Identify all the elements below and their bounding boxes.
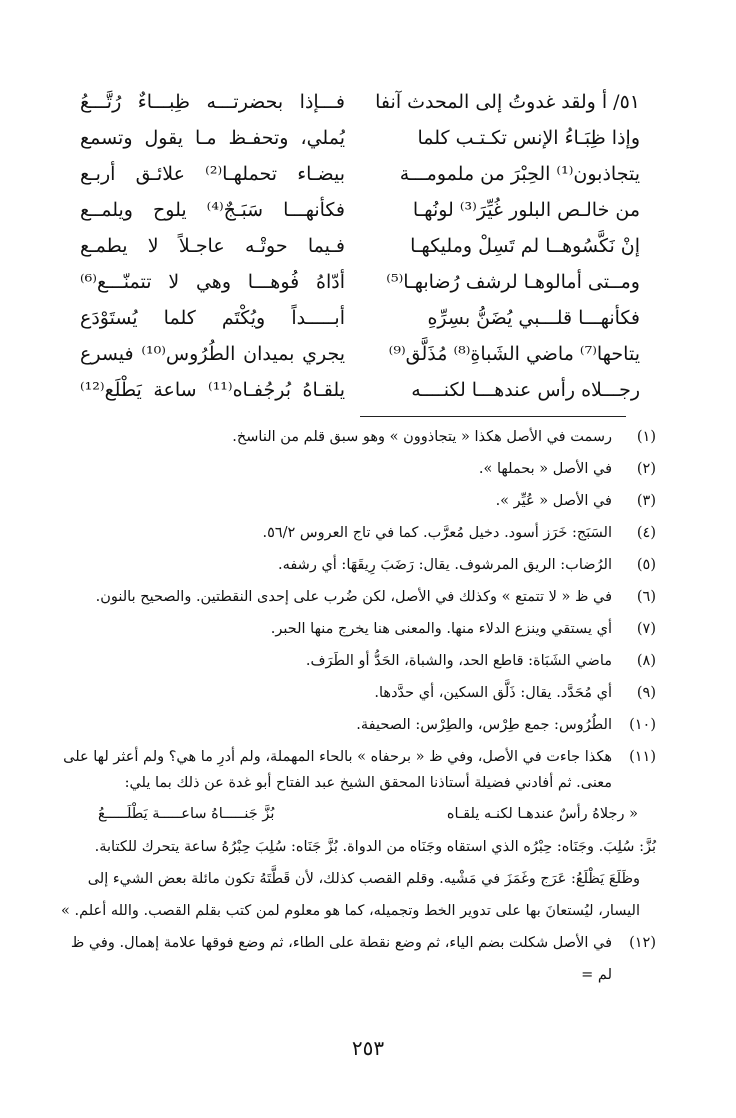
verse-9 [80, 372, 640, 408]
footnote-number: (٧) [636, 621, 656, 637]
quoted-verse-first: « رجلاهُ رأسٌ عندهـا لكنـه يلقـاه [446, 806, 638, 822]
footnote-text: الرُضاب: الريق المرشوف. يقال: رَضَبَ رِيقَهَا: أي رشفه. [277, 557, 612, 573]
footnote-text: رسمت في الأصل هكذا « يتجاذوون » وهو سبق قلم من الناسخ. [232, 429, 612, 445]
verse-first-hemistich: إنْ نَكَّسُوهــا لم تَسِلْ ومليكهـا [410, 235, 640, 257]
footnotes [60, 421, 656, 991]
footnote-number: (٥) [636, 557, 656, 573]
verse-first-hemistich: يتاحها⁽⁷⁾ ماضي الشَباةِ⁽⁸⁾ مُذَلَّق⁽⁹⁾ [388, 343, 640, 365]
continuation-mark: = [581, 967, 594, 983]
verse-5 [80, 228, 640, 264]
footnote [60, 927, 656, 991]
footnote-number: (٢) [636, 461, 656, 477]
footnote [60, 485, 656, 517]
footnote [60, 421, 656, 453]
footnote-number: (١١) [629, 749, 656, 765]
verse-second-hemistich: أدّاهُ فُوهـــا وهي لا تتمنّـــع⁽⁶⁾ [80, 271, 345, 293]
footnote-number: (٨) [636, 653, 656, 669]
footnote-text: ماضي الشَبَاة: قاطع الحد، والشباة، الحَدُّ أو الطَرَف. [305, 653, 612, 669]
footnote [60, 549, 656, 581]
verse-8 [80, 336, 640, 372]
verse-6 [80, 264, 640, 300]
footnote-number: (١٢) [629, 935, 656, 951]
verse-first-hemistich: وإذا ظِبَـاءُ الإنس تكـتـب كلما [417, 127, 640, 149]
verse-second-hemistich: بيضـاء تحملهـا⁽²⁾ علائـق أربـع [80, 163, 345, 185]
verse-second-hemistich: يُملي، وتحفـظ مـا يقول وتسمع [80, 127, 345, 149]
footnote [60, 613, 656, 645]
verse-4 [80, 192, 640, 228]
footnote-text: في الأصل « عُيِّر ». [495, 493, 612, 509]
footnote-text: الطُرُوس: جمع طِرْس، والطِرْس: الصحيفة. [356, 717, 612, 733]
quoted-verse-second: بُزَّ جَنـــــاهُ ساعـــــة يَطْلَـــــعُ [98, 806, 275, 822]
verse-second-hemistich: فـــإذا بحضرتـــه ظِبـــاءٌ رُتَّـــعُ [80, 91, 345, 113]
footnote-paragraph: بُزَّ: سُلِبَ. وجَنَاه: حِبْرُه الذي استقاه وجَنَاه من الدواة. بُزَّ جَنَاه: سُلِبَ حِبْرُهُ ساعة يتحرك للكتابة. [94, 839, 656, 855]
verse-7 [80, 300, 640, 336]
footnote-number: (٦) [636, 589, 656, 605]
verse-second-hemistich: يجري بميدان الطُرُوس⁽¹⁰⁾ فيسرع [80, 343, 345, 365]
poem [80, 84, 640, 408]
footnote [60, 453, 656, 485]
footnote-number: (٤) [636, 525, 656, 541]
footnote-text: في الأصل شكلت بضم الياء، ثم وضع نقطة على الطاء، ثم وضع فوقها علامة إهمال. وفي ظ لم [70, 935, 612, 983]
footnote-text: أي يستقي وينزع الدلاء منها. والمعنى هنا يخرج منها الحبر. [270, 621, 612, 637]
footnote-number: (١٠) [629, 717, 656, 733]
footnote-text: في الأصل « بحملها ». [478, 461, 612, 477]
verse-2 [80, 120, 640, 156]
verse-second-hemistich: يلقـاهُ بُرجُفـاه⁽¹¹⁾ ساعة يَطْلَع⁽¹²⁾ [80, 379, 345, 401]
footnote-text: أي مُحَدَّد. يقال: ذَلَّق السكين، أي حدَّدها. [374, 685, 612, 701]
footnote-number: (٩) [636, 685, 656, 701]
footnote-text: في ظ « لا تتمتع » وكذلك في الأصل، لكن ضُرب على إحدى النقطتين. والصحيح بالنون. [95, 589, 612, 605]
footnote [60, 645, 656, 677]
verse-first-hemistich: من خالـص البلور غُيِّرَ⁽³⁾ لونُهـا [412, 199, 640, 221]
footnote-text: السَبَج: خَرَز أسود. دخيل مُعرَّب. كما في تاج العروس ٥٦/٢. [262, 525, 612, 541]
verse-second-hemistich: فكأنهـــا سَبَـجٌ⁽⁴⁾ يلوح ويلمــع [80, 199, 345, 221]
verse-first-hemistich: ومــتى أمالوهـا لرشف رُضابهـا⁽⁵⁾ [386, 271, 640, 293]
verse-first-hemistich: فكأنهـــا قلـــبي يُضَنُّ بسِرِّهِ [427, 307, 640, 329]
footnote-number: (٣) [636, 493, 656, 509]
verse-first-hemistich: رجـــلاه رأس عندهـــا لكنــــه [411, 379, 640, 401]
footnote [60, 517, 656, 549]
verse-3 [80, 156, 640, 192]
footnote [60, 677, 656, 709]
verse-number: ٥١/ [613, 91, 640, 113]
footnote-continuation: معنى. ثم أفادني فضيلة أستاذنا المحقق الشيخ عبد الفتاح أبو غدة عن ذلك بما يلي: [124, 775, 612, 791]
footnote [60, 581, 656, 613]
verse-1 [80, 84, 640, 120]
quoted-verse [98, 797, 656, 831]
page-number: ٢٥٣ [351, 1036, 385, 1060]
verse-second-hemistich: فـيما حوتْـه عاجـلاً لا يطمـع [80, 235, 345, 257]
verse-first-hemistich: أ ولقد غدوتُ إلى المحدث آنفا [375, 91, 608, 113]
footnote-text: هكذا جاءت في الأصل، وفي ظ « برحفاه » بالحاء المهملة، ولم أدرِ ما هي؟ ولم أعثر لها على [63, 749, 612, 765]
footnote-number: (١) [636, 429, 656, 445]
footnote-paragraph: وظَلَعَ يَظْلَعُ: عَرَج وغَمَزَ في مَشْيه. وقلم القصب كذلك، لأن قَطَّتَهُ تكون مائلة بعض الشيء إلى اليسار، ليُستعانَ بها على تدوير الخط وتجميله، كما هو معلوم لمن كتب بقلم القصب. والله أعلم. » [61, 871, 640, 919]
verse-first-hemistich: يتجاذبون⁽¹⁾ الحِبْرَ من ملمومـــة [399, 163, 640, 185]
footnote [60, 709, 656, 741]
footnote-separator [360, 416, 626, 417]
verse-second-hemistich: أبـــــداً ويُكْتَم كلما يُستَوْدَع [80, 307, 345, 329]
